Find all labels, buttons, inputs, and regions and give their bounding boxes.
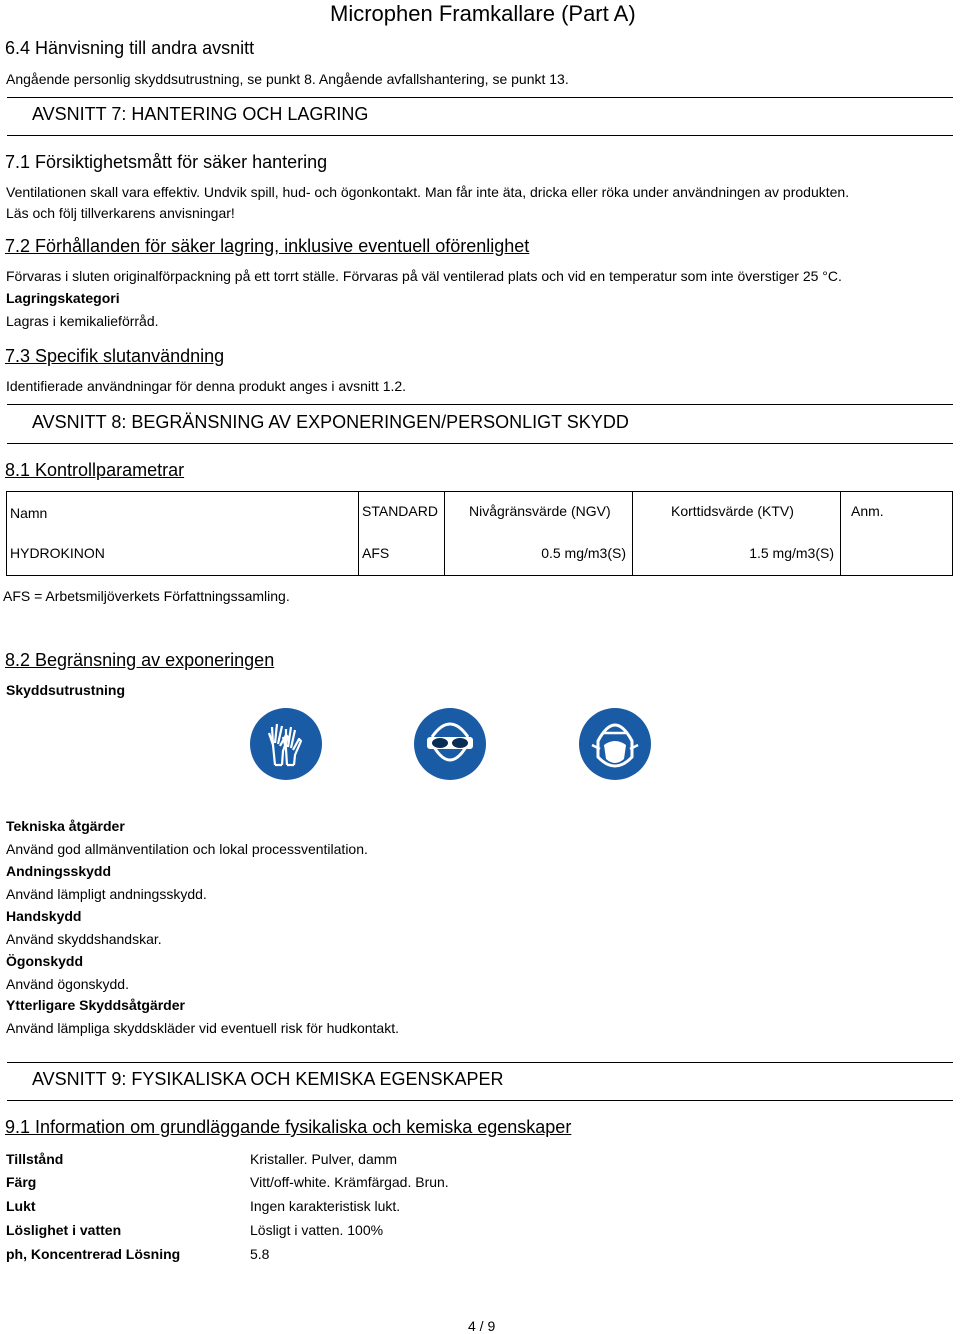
prop-value: Vitt/off-white. Krämfärgad. Brun. — [250, 1174, 449, 1190]
section-8-2-heading: 8.2 Begränsning av exponeringen — [5, 650, 275, 670]
table-row — [7, 543, 953, 576]
section-9-1-heading: 9.1 Information om grundläggande fysikaliska och kemiska egenskaper — [5, 1117, 572, 1137]
section-7-title: AVSNITT 7: HANTERING OCH LAGRING — [32, 104, 369, 124]
section-9-title: AVSNITT 9: FYSIKALISKA OCH KEMISKA EGENSKAPER — [32, 1069, 504, 1089]
section-7-1-line1: Ventilationen skall vara effektiv. Undvik spill, hud- och ögonkontakt. Man får inte äta, dricka eller röka under användningen av produkten. — [6, 184, 850, 200]
goggles-icon — [413, 707, 487, 781]
eye-protection-label: Ögonskydd — [6, 953, 84, 969]
section-7-3-heading: 7.3 Specifik slutanvändning — [5, 346, 225, 366]
table-header-name: Namn — [7, 492, 359, 544]
section-8-title: AVSNITT 8: BEGRÄNSNING AV EXPONERINGEN/PERSONLIGT SKYDD — [32, 412, 629, 432]
section-6-4-heading: 6.4 Hänvisning till andra avsnitt — [5, 38, 255, 58]
section-divider — [7, 443, 953, 444]
section-7-2-heading: 7.2 Förhållanden för säker lagring, inklusive eventuell oförenlighet — [5, 236, 530, 256]
prop-label: Lukt — [6, 1198, 36, 1214]
prop-label: ph, Koncentrerad Lösning — [6, 1246, 181, 1262]
table-cell-name: HYDROKINON — [7, 543, 359, 576]
prop-label: Färg — [6, 1174, 37, 1190]
control-parameters-table — [6, 491, 953, 576]
technical-measures-label: Tekniska åtgärder — [6, 818, 125, 834]
table-header-ngv: Nivågränsvärde (NGV) — [445, 492, 633, 544]
section-7-2-line1: Förvaras i sluten originalförpackning på ett torrt ställe. Förvaras på väl ventilerad plats och vid en temperatur som inte överstiger 25 °C. — [6, 268, 842, 284]
respirator-icon — [578, 707, 652, 781]
additional-protection-label: Ytterligare Skyddsåtgärder — [6, 997, 185, 1013]
afs-note: AFS = Arbetsmiljöverkets Författningssamling. — [3, 588, 290, 604]
ppe-label: Skyddsutrustning — [6, 682, 126, 698]
storage-category-label: Lagringskategori — [6, 290, 120, 306]
table-cell-standard: AFS — [359, 543, 445, 576]
section-6-4-text: Angående personlig skyddsutrustning, se punkt 8. Angående avfallshantering, se punkt 13. — [6, 71, 569, 87]
section-7-1-line2: Läs och följ tillverkarens anvisningar! — [6, 205, 235, 221]
document-title: Microphen Framkallare (Part A) — [330, 1, 636, 26]
table-cell-note — [841, 543, 953, 576]
page-number: 4 / 9 — [468, 1318, 496, 1334]
section-divider — [7, 404, 953, 405]
prop-value: Kristaller. Pulver, damm — [250, 1151, 398, 1167]
technical-measures-value: Använd god allmänventilation och lokal processventilation. — [6, 841, 368, 857]
respiratory-protection-label: Andningsskydd — [6, 863, 112, 879]
table-header-standard: STANDARD — [359, 492, 445, 544]
section-divider — [7, 97, 953, 98]
respiratory-protection-value: Använd lämpligt andningsskydd. — [6, 886, 207, 902]
prop-label: Tillstånd — [6, 1151, 64, 1167]
section-7-1-heading: 7.1 Försiktighetsmått för säker hantering — [5, 152, 328, 172]
prop-value: 5.8 — [250, 1246, 270, 1262]
table-cell-ngv: 0.5 mg/m3(S) — [445, 543, 633, 576]
gloves-icon — [249, 707, 323, 781]
section-divider — [7, 135, 953, 136]
storage-category-value: Lagras i kemikalieförråd. — [6, 313, 159, 329]
prop-value: Lösligt i vatten. 100% — [250, 1222, 384, 1238]
section-divider — [7, 1062, 953, 1063]
eye-protection-value: Använd ögonskydd. — [6, 976, 129, 992]
table-header-ktv: Korttidsvärde (KTV) — [633, 492, 841, 544]
table-header-note: Anm. — [841, 492, 953, 544]
hand-protection-value: Använd skyddshandskar. — [6, 931, 162, 947]
section-7-3-text: Identifierade användningar för denna produkt anges i avsnitt 1.2. — [6, 378, 407, 394]
prop-label: Löslighet i vatten — [6, 1222, 122, 1238]
section-divider — [7, 1100, 953, 1101]
additional-protection-value: Använd lämpliga skyddskläder vid eventuell risk för hudkontakt. — [6, 1020, 399, 1036]
hand-protection-label: Handskydd — [6, 908, 82, 924]
prop-value: Ingen karakteristisk lukt. — [250, 1198, 401, 1214]
section-8-1-heading: 8.1 Kontrollparametrar — [5, 460, 185, 480]
table-cell-ktv: 1.5 mg/m3(S) — [633, 543, 841, 576]
